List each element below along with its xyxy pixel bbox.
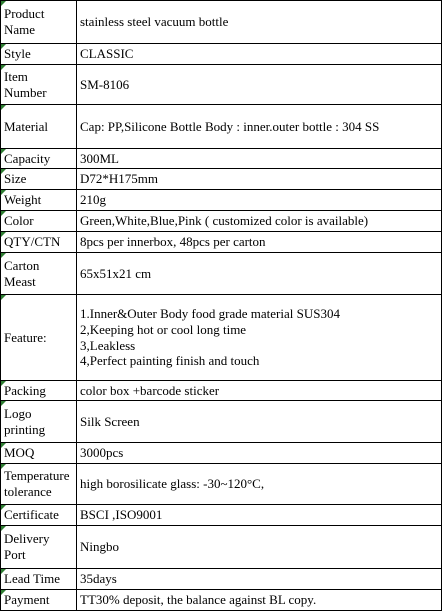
row-value: 65x51x21 cm xyxy=(77,253,442,295)
row-value: Cap: PP,Silicone Bottle Body : inner.outer bottle : 304 SS xyxy=(77,105,442,149)
row-value: 8pcs per innerbox, 48pcs per carton xyxy=(77,232,442,253)
row-label: Logo printing xyxy=(1,401,77,443)
row-value: 210g xyxy=(77,190,442,211)
row-value: D72*H175mm xyxy=(77,169,442,190)
row-label: Certificate xyxy=(1,505,77,526)
row-label: Delivery Port xyxy=(1,526,77,569)
row-label: Carton Meast xyxy=(1,253,77,295)
row-label: Temperature tolerance xyxy=(1,464,77,505)
table-row xyxy=(1,443,442,464)
table-row xyxy=(1,295,442,381)
row-value: Ningbo xyxy=(77,526,442,569)
table-row xyxy=(1,1,442,44)
table-row xyxy=(1,569,442,590)
row-label: Payment xyxy=(1,590,77,611)
row-value: 3000pcs xyxy=(77,443,442,464)
row-label: Color xyxy=(1,211,77,232)
row-label: QTY/CTN xyxy=(1,232,77,253)
row-value: color box +barcode sticker xyxy=(77,381,442,401)
table-row xyxy=(1,105,442,149)
feature-item: 1.Inner&Outer Body food grade material SUS304 xyxy=(80,306,340,322)
row-label: Weight xyxy=(1,190,77,211)
table-row xyxy=(1,381,442,401)
row-value: Green,White,Blue,Pink ( customized color is available) xyxy=(77,211,442,232)
row-value: 300ML xyxy=(77,149,442,169)
feature-item: 4,Perfect painting finish and touch xyxy=(80,353,260,369)
feature-item: 3,Leakless xyxy=(80,337,136,353)
table-row xyxy=(1,253,442,295)
table-row xyxy=(1,590,442,611)
table-row xyxy=(1,505,442,526)
table-row xyxy=(1,169,442,190)
row-label: Packing xyxy=(1,381,77,401)
row-value: SM-8106 xyxy=(77,65,442,105)
row-label: Product Name xyxy=(1,1,77,44)
row-label: Capacity xyxy=(1,149,77,169)
feature-item: 2,Keeping hot or cool long time xyxy=(80,321,247,337)
row-label: Item Number xyxy=(1,65,77,105)
table-row xyxy=(1,211,442,232)
row-label: MOQ xyxy=(1,443,77,464)
row-label: Size xyxy=(1,169,77,190)
row-label: Style xyxy=(1,44,77,65)
row-value: BSCI ,ISO9001 xyxy=(77,505,442,526)
table-row xyxy=(1,464,442,505)
row-label: Lead Time xyxy=(1,569,77,590)
row-value: stainless steel vacuum bottle xyxy=(77,1,442,44)
table-row xyxy=(1,232,442,253)
row-value-list xyxy=(77,295,442,381)
row-label: Material xyxy=(1,105,77,149)
row-value: TT30% deposit, the balance against BL copy. xyxy=(77,590,442,611)
row-value: high borosilicate glass: -30~120°C, xyxy=(77,464,442,505)
row-value: 35days xyxy=(77,569,442,590)
table-row xyxy=(1,190,442,211)
row-value: Silk Screen xyxy=(77,401,442,443)
row-value: CLASSIC xyxy=(77,44,442,65)
table-row xyxy=(1,149,442,169)
table-row xyxy=(1,44,442,65)
table-row xyxy=(1,65,442,105)
table-row xyxy=(1,401,442,443)
table-row xyxy=(1,526,442,569)
row-label: Feature: xyxy=(1,295,77,381)
